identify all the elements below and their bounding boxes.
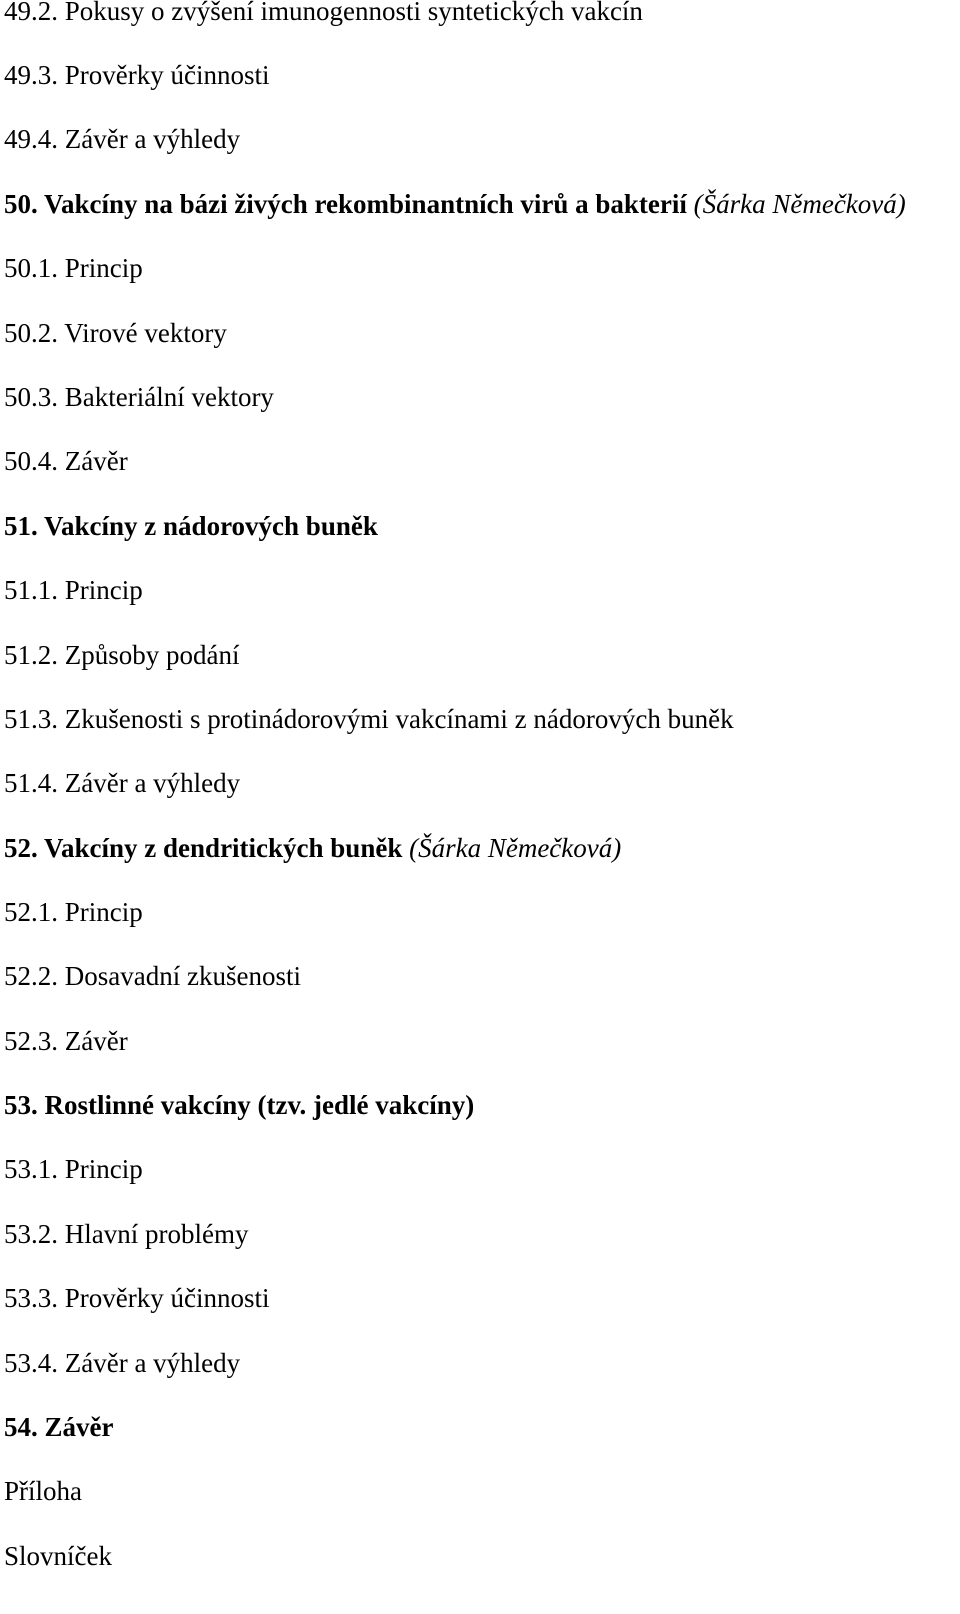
toc-chapter-53: 53. Rostlinné vakcíny (tzv. jedlé vakcíny) — [4, 1090, 475, 1120]
toc-entry-53-1: 53.1. Princip — [4, 1154, 143, 1184]
toc-entry-52-1: 52.1. Princip — [4, 897, 143, 927]
toc-entry-appendix: Příloha — [4, 1476, 82, 1506]
toc-chapter-51: 51. Vakcíny z nádorových buněk — [4, 511, 378, 541]
toc-entry-50-4: 50.4. Závěr — [4, 446, 128, 476]
toc-entry-50-1: 50.1. Princip — [4, 253, 143, 283]
toc-entry-53-4: 53.4. Závěr a výhledy — [4, 1348, 241, 1378]
toc-entry-49-3: 49.3. Prověrky účinnosti — [4, 60, 270, 90]
toc-entry-glossary: Slovníček — [4, 1541, 112, 1571]
toc-entry-50-2: 50.2. Virové vektory — [4, 318, 227, 348]
toc-entry-51-3: 51.3. Zkušenosti s protinádorovými vakcínami z nádorových buněk — [4, 704, 734, 734]
toc-chapter-50-title: 50. Vakcíny na bázi živých rekombinantních virů a bakterií — [4, 189, 687, 219]
toc-entry-49-4: 49.4. Závěr a výhledy — [4, 124, 241, 154]
toc-chapter-52-title: 52. Vakcíny z dendritických buněk — [4, 833, 403, 863]
toc-chapter-50-author: (Šárka Němečková) — [693, 189, 906, 219]
toc-entry-52-2: 52.2. Dosavadní zkušenosti — [4, 961, 301, 991]
toc-entry-51-2: 51.2. Způsoby podání — [4, 640, 240, 670]
toc-entry-50-3: 50.3. Bakteriální vektory — [4, 382, 274, 412]
toc-entry-51-4: 51.4. Závěr a výhledy — [4, 768, 241, 798]
toc-chapter-50 — [4, 188, 906, 220]
toc-chapter-52 — [4, 832, 621, 864]
toc-chapter-54: 54. Závěr — [4, 1412, 114, 1442]
toc-entry-53-2: 53.2. Hlavní problémy — [4, 1219, 249, 1249]
toc-chapter-52-author: (Šárka Němečková) — [409, 833, 622, 863]
toc-entry-51-1: 51.1. Princip — [4, 575, 143, 605]
toc-entry-52-3: 52.3. Závěr — [4, 1026, 128, 1056]
toc-entry-53-3: 53.3. Prověrky účinnosti — [4, 1283, 270, 1313]
toc-entry-49-2: 49.2. Pokusy o zvýšení imunogennosti syntetických vakcín — [4, 0, 643, 26]
